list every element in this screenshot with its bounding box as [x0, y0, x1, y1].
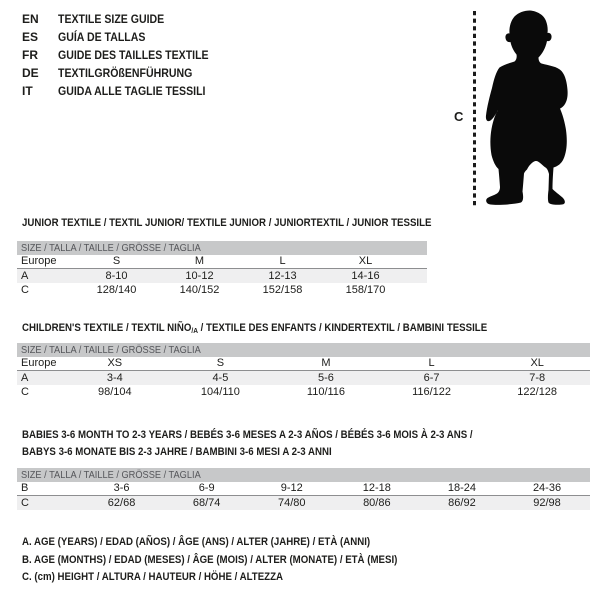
value-cell: 3-6	[113, 482, 130, 494]
value-cell: 110/116	[306, 385, 346, 398]
language-row-es	[22, 28, 229, 46]
language-row-it	[22, 82, 229, 100]
size-header-label: SIZE / TALLA / TAILLE / GRÖSSE / TAGLIA	[21, 344, 201, 356]
junior-table-title: JUNIOR TEXTILE / TEXTIL JUNIOR/ TEXTILE JUNIOR / JUNIORTEXTIL / JUNIOR TESSILE	[22, 217, 432, 229]
value-cell: 74/80	[277, 496, 306, 509]
value-cell: 24-36	[532, 482, 562, 494]
value-cell: 128/140	[96, 283, 137, 296]
baby-figure	[470, 8, 575, 208]
language-code: IT	[22, 84, 33, 98]
size-header-bar	[17, 241, 427, 255]
size-header-label: SIZE / TALLA / TAILLE / GRÖSSE / TAGLIA	[21, 242, 201, 254]
language-code: FR	[22, 48, 38, 62]
value-cell: 8-10	[105, 269, 128, 282]
table-row-age-months	[17, 482, 590, 496]
size-cell: S	[216, 357, 225, 369]
language-title: TEXTILGRÖßENFÜHRUNG	[58, 66, 193, 80]
row-label: C	[21, 496, 29, 509]
size-cell: XL	[530, 357, 544, 369]
size-cell: XL	[358, 255, 373, 267]
babies-title-line2: BABYS 3-6 MONATE BIS 2-3 JAHRE / BAMBINI 3-6 MESI A 2-3 ANNI	[22, 446, 332, 458]
value-cell: 9-12	[280, 482, 303, 494]
language-title: GUÍA DE TALLAS	[58, 30, 146, 44]
size-header-bar	[17, 468, 590, 482]
value-cell: 18-24	[447, 482, 476, 494]
babies-textile-table	[17, 468, 590, 510]
language-row-fr	[22, 46, 229, 64]
table-row-height	[17, 283, 427, 297]
table-row-age	[17, 269, 427, 283]
row-label: A	[21, 269, 29, 282]
size-cell: S	[112, 255, 121, 267]
language-code: ES	[22, 30, 39, 44]
size-cell: M	[194, 255, 205, 267]
row-label: C	[21, 283, 29, 296]
size-header-bar	[17, 343, 590, 357]
value-cell: 122/128	[517, 385, 558, 398]
value-cell: 80/86	[363, 496, 391, 509]
value-cell: 3-4	[106, 371, 123, 384]
footnote-b: B. AGE (MONTHS) / EDAD (MESES) / ÂGE (MOIS) / ALTER (MONATE) / ETÀ (MESI)	[22, 553, 398, 566]
table-row-europe	[17, 357, 590, 371]
size-cell: XS	[107, 357, 123, 369]
value-cell: 14-16	[351, 269, 380, 282]
value-cell: 4-5	[212, 371, 229, 384]
table-row-age	[17, 371, 590, 385]
value-cell: 152/158	[262, 283, 303, 296]
junior-textile-table	[17, 241, 427, 297]
language-code: EN	[22, 12, 39, 26]
value-cell: 68/74	[192, 496, 221, 509]
baby-silhouette-icon	[486, 11, 568, 205]
row-label: C	[21, 385, 29, 398]
row-label: A	[21, 371, 29, 384]
row-label: B	[21, 482, 29, 494]
size-cell: M	[321, 357, 331, 369]
table-row-height	[17, 496, 590, 510]
language-row-de	[22, 64, 229, 82]
value-cell: 116/122	[412, 385, 452, 398]
value-cell: 5-6	[318, 371, 334, 384]
footnote-c: C. (cm) HEIGHT / ALTURA / HAUTEUR / HÖHE / ALTEZZA	[22, 571, 284, 583]
value-cell: 6-9	[198, 482, 215, 494]
value-cell: 6-7	[423, 371, 440, 384]
language-list	[22, 10, 229, 100]
footnote-a: A. AGE (YEARS) / EDAD (AÑOS) / ÂGE (ANS) / ALTER (JAHRE) / ETÀ (ANNI)	[22, 536, 371, 548]
language-title: TEXTILE SIZE GUIDE	[58, 12, 165, 26]
value-cell: 140/152	[179, 283, 220, 296]
value-cell: 12-18	[362, 482, 391, 494]
height-measure-label: C	[454, 109, 464, 124]
row-label: Europe	[21, 357, 57, 369]
size-header-label: SIZE / TALLA / TAILLE / GRÖSSE / TAGLIA	[21, 469, 201, 481]
children-title-subscript: /A	[191, 326, 198, 335]
language-title: GUIDA ALLE TAGLIE TESSILI	[58, 84, 206, 98]
children-table-title	[22, 320, 487, 339]
value-cell: 158/170	[345, 283, 386, 296]
children-title-pre: CHILDREN'S TEXTILE / TEXTIL NIÑO	[22, 322, 192, 334]
table-row-height	[17, 385, 590, 399]
babies-table-title	[22, 427, 534, 461]
value-cell: 104/110	[200, 385, 240, 398]
value-cell: 86/92	[448, 496, 476, 509]
value-cell: 98/104	[97, 385, 132, 398]
language-row-en	[22, 10, 229, 28]
value-cell: 7-8	[529, 371, 546, 384]
size-cell: L	[279, 255, 286, 267]
language-title: GUIDE DES TAILLES TEXTILE	[58, 48, 209, 62]
value-cell: 10-12	[185, 269, 214, 282]
children-textile-table	[17, 343, 590, 399]
size-cell: L	[428, 357, 435, 369]
footnotes	[22, 534, 449, 587]
language-code: DE	[22, 66, 39, 80]
children-title-post: / TEXTILE DES ENFANTS / KINDERTEXTIL / BAMBINI TESSILE	[197, 322, 488, 334]
value-cell: 92/98	[533, 496, 561, 509]
table-row-europe	[17, 255, 427, 269]
babies-title-line1: BABIES 3-6 MONTH TO 2-3 YEARS / BEBÉS 3-6 MESES A 2-3 AÑOS / BÉBÉS 3-6 MOIS À 2-3 ANS /	[22, 429, 473, 441]
row-label: Europe	[21, 255, 57, 267]
value-cell: 62/68	[107, 496, 136, 509]
value-cell: 12-13	[268, 269, 297, 282]
